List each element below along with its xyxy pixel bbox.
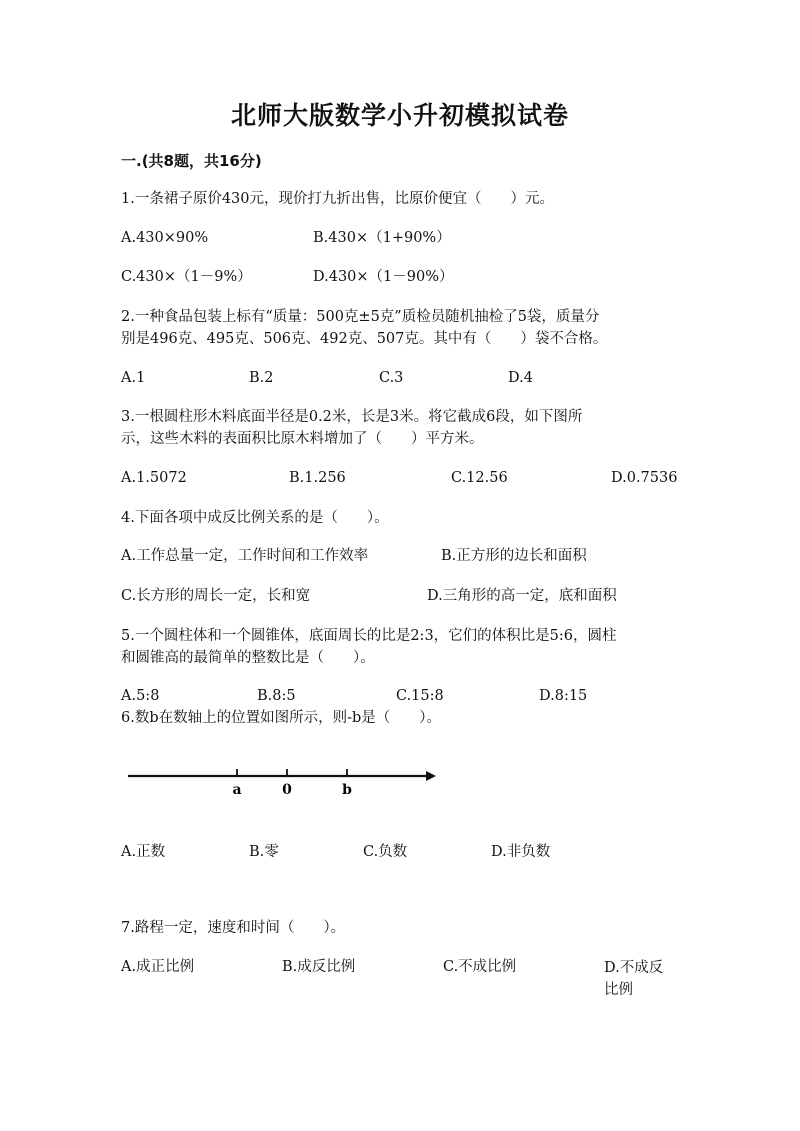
question-3-stem-line1: 3.一根圆柱形木料底面半径是0.2米，长是3米。将它截成6段，如下图所 [121,409,583,425]
question-3-option-c[interactable]: C.12.56 [451,470,508,486]
question-1-option-b[interactable]: B.430×（1+90%） [313,230,451,246]
question-7-option-d[interactable]: D.不成反比例 [604,960,664,998]
question-1-stem: 1.一条裙子原价430元，现价打九折出售，比原价便宜（ ）元。 [121,191,555,207]
label-b: b [342,782,352,798]
question-4-option-a[interactable]: A.工作总量一定，工作时间和工作效率 [121,548,369,564]
question-7-option-b[interactable]: B.成反比例 [282,959,356,975]
question-6-option-a[interactable]: A.正数 [121,844,166,860]
question-6-option-b[interactable]: B.零 [249,844,279,860]
question-1-option-d[interactable]: D.430×（1－90%） [313,269,454,285]
question-4-option-c[interactable]: C.长方形的周长一定，长和宽 [121,588,311,604]
number-line-figure [120,760,450,805]
question-2-stem-line1: 2.一种食品包装上标有“质量：500克±5克”质检员随机抽检了5袋，质量分 [121,309,600,325]
question-5-option-b[interactable]: B.8:5 [257,688,296,704]
question-1-option-a[interactable]: A.430×90% [121,230,209,246]
question-4-stem: 4.下面各项中成反比例关系的是（ ）。 [121,510,389,526]
question-7-option-a[interactable]: A.成正比例 [121,959,195,975]
question-2-option-c[interactable]: C.3 [379,370,404,386]
question-3-option-b[interactable]: B.1.256 [289,470,346,486]
question-5-option-a[interactable]: A.5:8 [121,688,160,704]
question-2-option-a[interactable]: A.1 [121,370,146,386]
question-5-stem-line2: 和圆锥高的最简单的整数比是（ ）。 [121,650,375,666]
question-7-option-c[interactable]: C.不成比例 [443,959,517,975]
question-5-stem-line1: 5.一个圆柱体和一个圆锥体，底面周长的比是2:3，它们的体积比是5:6，圆柱 [121,628,617,644]
question-5-option-c[interactable]: C.15:8 [396,688,444,704]
number-line-arrow-icon [426,771,436,781]
question-2-option-d[interactable]: D.4 [508,370,533,386]
question-6-option-d[interactable]: D.非负数 [491,844,551,860]
question-3-stem-line2: 示，这些木料的表面积比原木料增加了（ ）平方米。 [121,431,484,447]
label-zero: 0 [282,782,292,798]
question-1-option-c[interactable]: C.430×（1－9%） [121,269,252,285]
question-6-option-c[interactable]: C.负数 [363,844,408,860]
question-5-option-d[interactable]: D.8:15 [539,688,588,704]
section-heading: 一.(共8题，共16分) [121,152,262,170]
label-a: a [232,782,242,798]
question-3-option-d[interactable]: D.0.7536 [611,470,678,486]
question-2-option-b[interactable]: B.2 [249,370,274,386]
question-3-option-a[interactable]: A.1.5072 [121,470,187,486]
page-title: 北师大版数学小升初模拟试卷 [230,101,569,130]
question-6-stem: 6.数b在数轴上的位置如图所示，则-b是（ ）。 [121,710,442,726]
question-4-option-d[interactable]: D.三角形的高一定，底和面积 [427,588,617,604]
question-7-stem: 7.路程一定，速度和时间（ ）。 [121,920,346,936]
question-4-option-b[interactable]: B.正方形的边长和面积 [441,548,587,564]
question-2-stem-line2: 别是496克、495克、506克、492克、507克。其中有（ ）袋不合格。 [121,331,608,347]
